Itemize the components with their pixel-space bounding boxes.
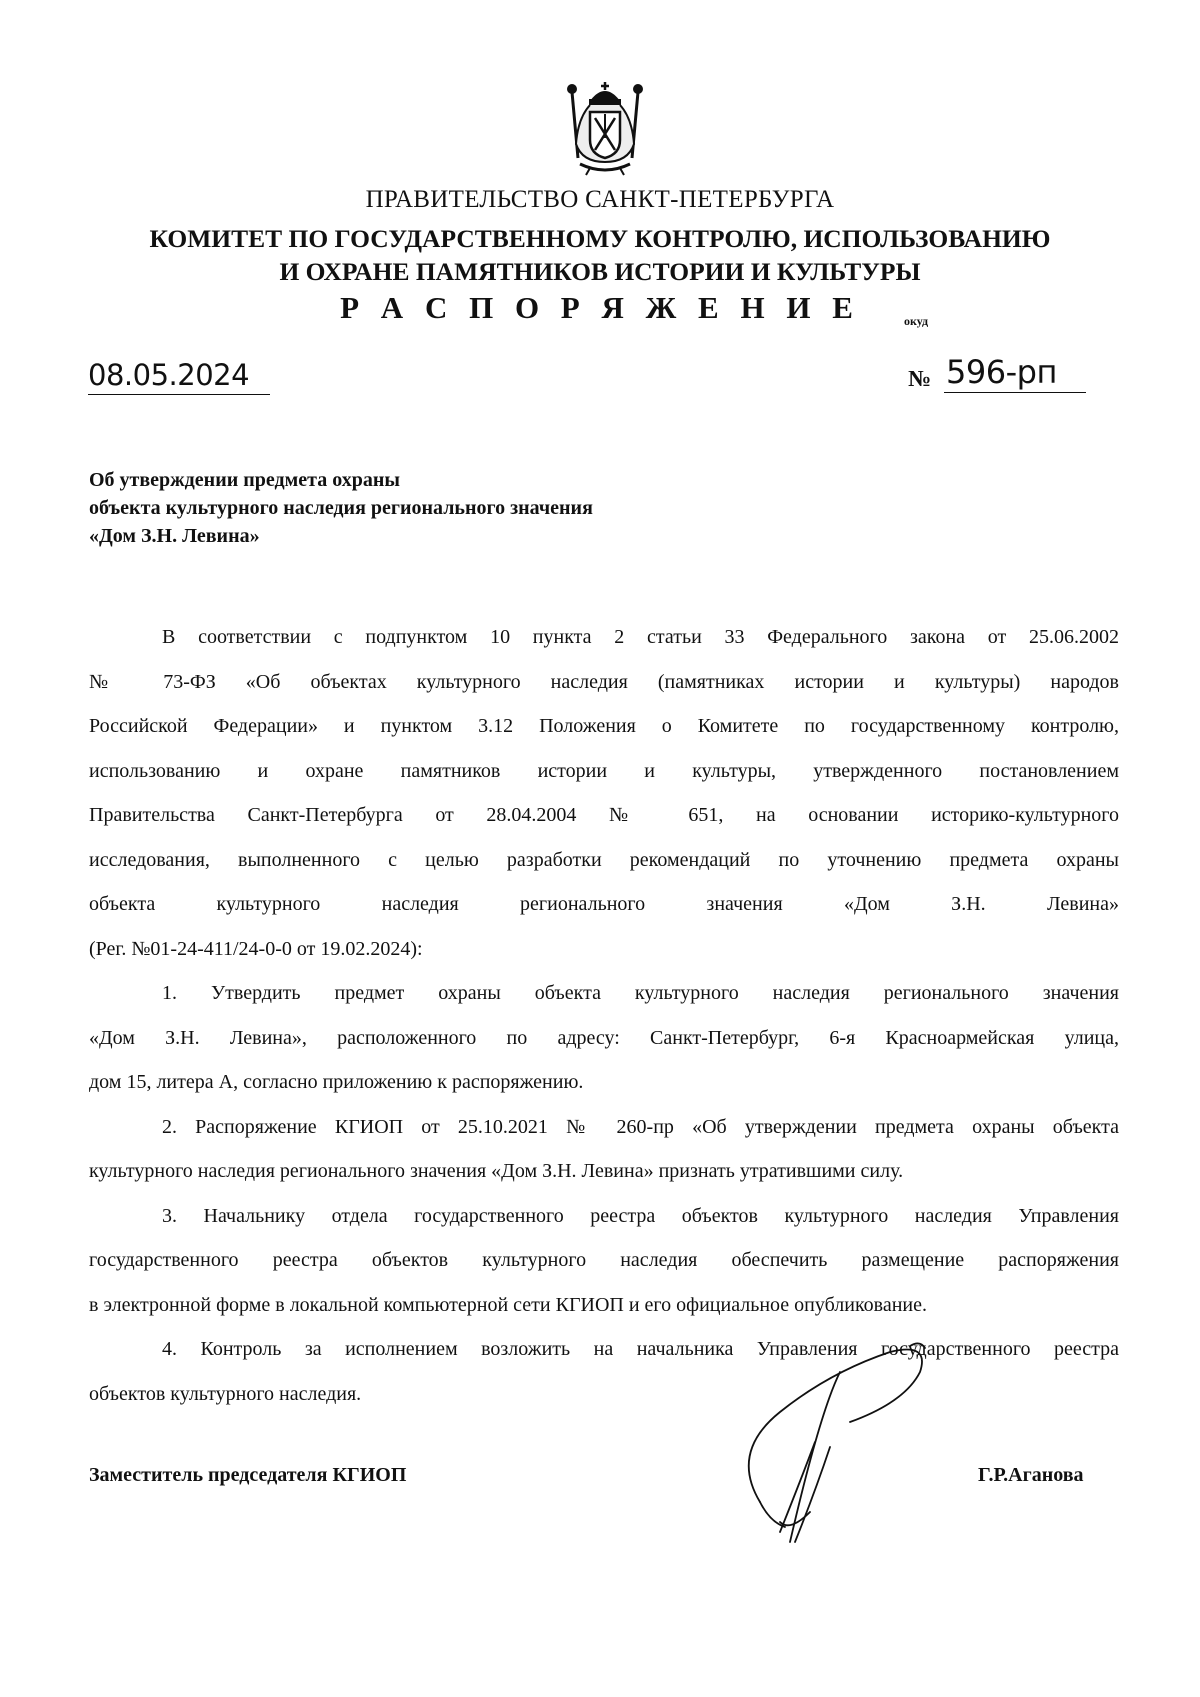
government-name: ПРАВИТЕЛЬСТВО САНКТ-ПЕТЕРБУРГА	[365, 186, 835, 213]
document-subject	[89, 466, 789, 550]
document-body	[89, 615, 1119, 1416]
item-3-line-1: 3. Начальнику отдела государственного реестра объектов культурного наследия Управления	[162, 1204, 1119, 1227]
preamble-line-5: Правительства Санкт-Петербурга от 28.04.2004 № 651, на основании историко-культурного	[89, 804, 1119, 826]
item-4-line-1: 4. Контроль за исполнением возложить на начальника Управления государственного реестра	[162, 1338, 1119, 1360]
document-date: 08.05.2024	[88, 356, 270, 395]
committee-line-2: И ОХРАНЕ ПАМЯТНИКОВ ИСТОРИИ И КУЛЬТУРЫ	[279, 257, 921, 286]
signer-name: Г.Р.Аганова	[978, 1464, 1084, 1486]
committee-name	[0, 222, 1200, 288]
number-sign: №	[908, 366, 932, 391]
item-2-line-1: 2. Распоряжение КГИОП от 25.10.2021 № 260-пр «Об утверждении предмета охраны объекта	[162, 1115, 1119, 1138]
subject-line-1: Об утверждении предмета охраны	[89, 469, 400, 491]
okud-label: окуд	[904, 314, 929, 328]
handwritten-signature	[720, 1332, 950, 1562]
item-1-line-1: 1. Утвердить предмет охраны объекта культурного наследия регионального значения	[162, 982, 1119, 1004]
preamble-line-4: использованию и охране памятников истории и культуры, утвержденного постановлением	[89, 759, 1119, 782]
committee-line-1: КОМИТЕТ ПО ГОСУДАРСТВЕННОМУ КОНТРОЛЮ, ИСПОЛЬЗОВАНИЮ	[149, 224, 1051, 253]
preamble-line-3: Российской Федерации» и пунктом 3.12 Положения о Комитете по государственному контролю,	[89, 715, 1119, 737]
document-type: Р А С П О Р Я Ж Е Н И Е	[340, 290, 860, 325]
coat-of-arms-icon	[560, 78, 650, 178]
preamble-line-2: № 73-ФЗ «Об объектах культурного наследия (памятниках истории и культуры) народов	[89, 670, 1119, 693]
preamble-line-7: объекта культурного наследия регионального значения «Дом З.Н. Левина»	[89, 893, 1119, 915]
item-3-line-3: в электронной форме в локальной компьютерной сети КГИОП и его официальное опубликование.	[89, 1293, 928, 1316]
item-1-line-3: дом 15, литера А, согласно приложению к распоряжению.	[89, 1071, 584, 1093]
preamble-line-1: В соответствии с подпунктом 10 пункта 2 статьи 33 Федерального закона от 25.06.2002	[162, 626, 1119, 648]
item-4-line-2: объектов культурного наследия.	[89, 1382, 362, 1405]
item-3-line-2: государственного реестра объектов культурного наследия обеспечить размещение распоряжения	[89, 1249, 1119, 1271]
item-1-line-2: «Дом З.Н. Левина», расположенного по адресу: Санкт-Петербург, 6-я Красноармейская улица,	[89, 1026, 1119, 1049]
preamble-line-8: (Рег. №01-24-411/24-0-0 от 19.02.2024):	[89, 937, 423, 960]
subject-line-3: «Дом З.Н. Левина»	[89, 525, 260, 547]
item-2-line-2: культурного наследия регионального значения «Дом З.Н. Левина» признать утратившими силу.	[89, 1160, 904, 1182]
subject-line-2: объекта культурного наследия регионального значения	[89, 497, 593, 519]
preamble-line-6: исследования, выполненного с целью разработки рекомендаций по уточнению предмета охраны	[89, 848, 1119, 871]
document-number: 596-рп	[944, 352, 1086, 393]
signer-title: Заместитель председателя КГИОП	[89, 1464, 407, 1486]
